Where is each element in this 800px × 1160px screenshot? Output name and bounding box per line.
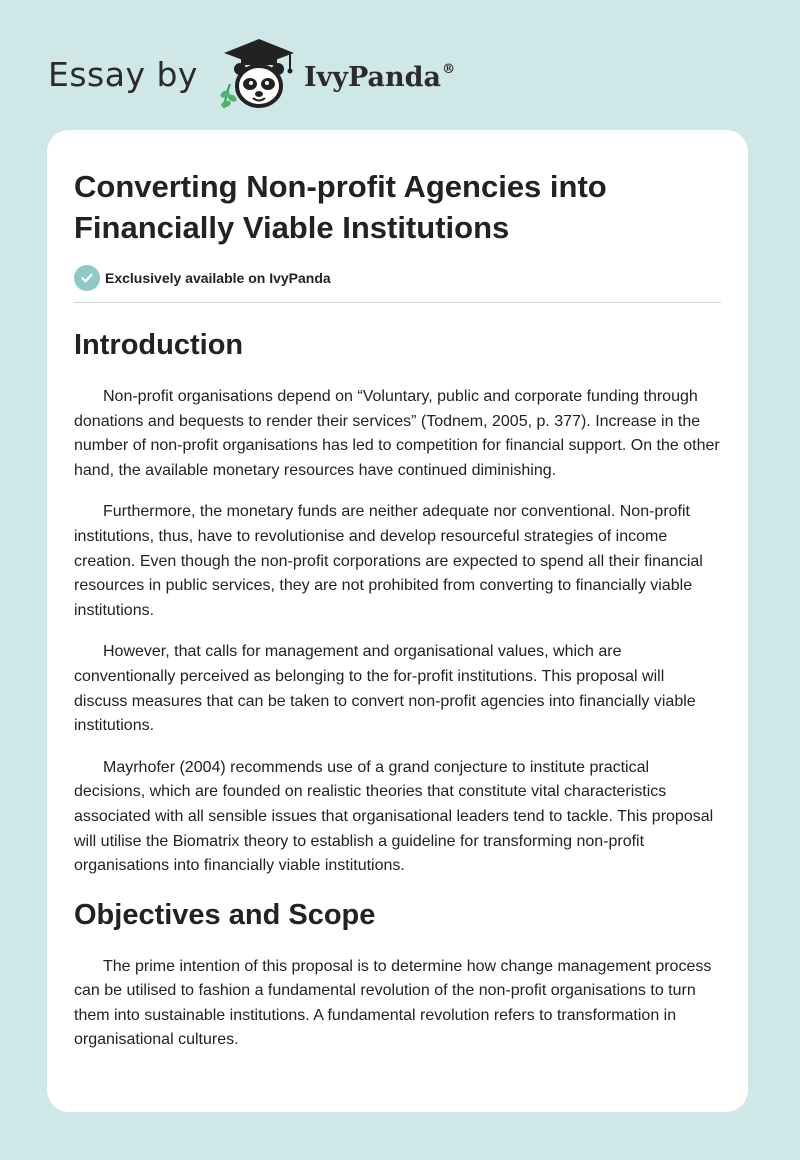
check-circle-icon bbox=[74, 265, 100, 291]
paragraph: The prime intention of this proposal is to determine how change management process can be utilised to fashion a fundamental revolution of the non-profit organisations to turn them into sustainable institutions. A fundamental revolution refers to transformation in organisational cultures. bbox=[74, 957, 712, 1049]
essay-title: Converting Non-profit Agencies into Financially Viable Institutions bbox=[74, 169, 607, 245]
paragraph: Non-profit organisations depend on “Voluntary, public and corporate funding through donations and bequests to render their services” (Todnem, 2005, p. 377). Increase in the number of non-profit organisations has led to competition for financial support. On the other hand, the available monetary resources have continued diminishing. bbox=[74, 388, 720, 479]
divider bbox=[74, 302, 721, 303]
brand-header bbox=[48, 36, 455, 112]
registered-mark: ® bbox=[442, 61, 456, 77]
brand-name: IvyPanda® bbox=[303, 61, 456, 93]
panda-graduate-logo-icon bbox=[216, 36, 302, 112]
section-heading-objectives: Objectives and Scope bbox=[74, 898, 376, 931]
paragraph: Mayrhofer (2004) recommends use of a grand conjecture to institute practical decisions, which are founded on realistic theories that constitute vital characteristics associated with all sensible issues that organisational leaders tend to tackle. This proposal will utilise the Biomatrix theory to establish a guideline for transforming non-profit organisations into financially viable institutions. bbox=[74, 758, 714, 875]
paragraph: However, that calls for management and organisational values, which are conventionally perceived as belonging to the for-profit institutions. This proposal will discuss measures that can be taken to convert non-profit agencies into financially viable institutions. bbox=[74, 643, 696, 735]
brand-prefix: Essay by bbox=[48, 54, 198, 94]
paragraph: Furthermore, the monetary funds are neither adequate nor conventional. Non-profit institutions, thus, have to revolutionise and develop resourceful strategies of income creation. Even though the non-profit corporations are expected to spend all their financial resources in public services, they are not prohibited from converting to financially viable institutions. bbox=[74, 503, 703, 619]
exclusive-badge bbox=[74, 265, 721, 291]
essay-card bbox=[47, 130, 748, 1112]
badge-text: Exclusively available on IvyPanda bbox=[105, 270, 331, 286]
section-heading-introduction: Introduction bbox=[74, 329, 244, 361]
